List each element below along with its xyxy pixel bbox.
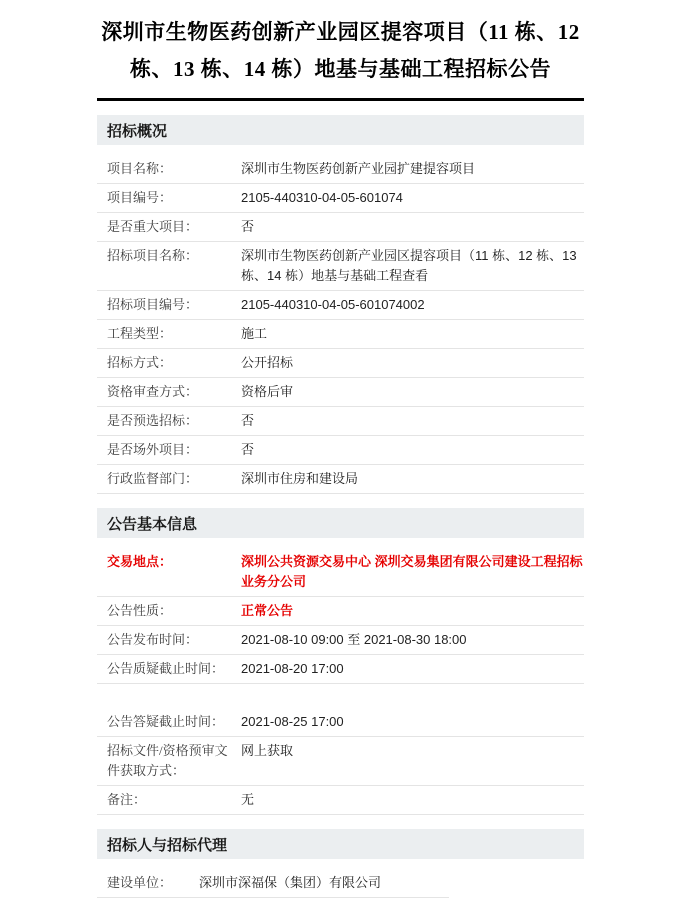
- field-row: [97, 184, 584, 213]
- field-label: 建设单位：: [107, 875, 173, 890]
- section-rows: [97, 548, 584, 815]
- field-value: 深圳公共资源交易中心 深圳交易集团有限公司建设工程招标业务分公司: [241, 554, 583, 589]
- field-label: 行政监督部门：: [107, 471, 199, 486]
- field-label: 工程类型：: [107, 326, 173, 341]
- field-row: [97, 626, 584, 655]
- field-value: 2021-08-10 09:00 至 2021-08-30 18:00: [241, 632, 467, 647]
- field-row: [97, 708, 584, 737]
- field-row: [97, 407, 584, 436]
- field-value: 施工: [241, 326, 268, 341]
- field-label: 是否场外项目：: [107, 442, 199, 457]
- page-title: 深圳市生物医药创新产业园区提容项目（11 栋、12 栋、13 栋、14 栋）地基与基础工程招标公告: [101, 20, 580, 81]
- field-value: 正常公告: [241, 603, 294, 618]
- field-label: 项目编号：: [107, 190, 173, 205]
- section-heading: 招标人与招标代理: [97, 829, 584, 859]
- field-row: [97, 213, 584, 242]
- field-label: 是否预选招标：: [107, 413, 199, 428]
- field-label: 资格审查方式：: [107, 384, 199, 399]
- field-row: [97, 597, 584, 626]
- field-row: [97, 242, 584, 291]
- field-value: 2021-08-25 17:00: [241, 714, 344, 729]
- field-value: 公开招标: [241, 355, 294, 370]
- field-value: 否: [241, 442, 255, 457]
- section-0: [97, 115, 584, 494]
- sections-container: [97, 115, 584, 898]
- section-heading: 公告基本信息: [97, 508, 584, 538]
- document-body: [97, 0, 584, 898]
- field-label: 是否重大项目：: [107, 219, 199, 234]
- field-value: 否: [241, 413, 255, 428]
- field-row: [97, 349, 584, 378]
- field-row: [97, 320, 584, 349]
- field-value: 资格后审: [241, 384, 294, 399]
- field-value: 网上获取: [241, 743, 294, 758]
- field-label: 公告质疑截止时间：: [107, 661, 225, 676]
- field-value: 否: [241, 219, 255, 234]
- field-row: [97, 436, 584, 465]
- field-row: [97, 378, 584, 407]
- section-heading: 招标概况: [97, 115, 584, 145]
- field-value: 2021-08-20 17:00: [241, 661, 344, 676]
- field-value: 无: [241, 792, 255, 807]
- section-rows: [97, 869, 584, 898]
- field-row: [97, 291, 584, 320]
- field-label: 公告发布时间：: [107, 632, 199, 647]
- field-label: 备注：: [107, 792, 147, 807]
- field-value: 2105-440310-04-05-601074: [241, 190, 403, 205]
- section-2: [97, 829, 584, 898]
- empty-row: [97, 684, 584, 708]
- field-value: 深圳市住房和建设局: [241, 471, 359, 486]
- field-row: [97, 548, 584, 597]
- field-label: 招标方式：: [107, 355, 173, 370]
- section-rows: [97, 155, 584, 494]
- section-1: [97, 508, 584, 815]
- field-row: [97, 786, 584, 815]
- field-label: 招标项目编号：: [107, 297, 199, 312]
- field-label: 公告性质：: [107, 603, 173, 618]
- field-label: 公告答疑截止时间：: [107, 714, 225, 729]
- field-value: 深圳市深福保（集团）有限公司: [199, 875, 382, 890]
- field-value: 深圳市生物医药创新产业园区提容项目（11 栋、12 栋、13 栋、14 栋）地基与基础工程查看: [241, 248, 577, 283]
- field-label: 项目名称：: [107, 161, 173, 176]
- field-row: [97, 655, 584, 684]
- field-value: 深圳市生物医药创新产业园扩建提容项目: [241, 161, 476, 176]
- field-value: 2105-440310-04-05-601074002: [241, 297, 425, 312]
- field-label: 招标项目名称：: [107, 248, 199, 263]
- field-label: 交易地点：: [107, 554, 173, 569]
- field-row: [97, 737, 584, 786]
- field-label: 招标文件/资格预审文件获取方式：: [107, 743, 228, 778]
- field-row: [97, 155, 584, 184]
- title-divider-rule: [97, 98, 584, 101]
- field-row: [97, 465, 584, 494]
- field-row: [97, 869, 449, 898]
